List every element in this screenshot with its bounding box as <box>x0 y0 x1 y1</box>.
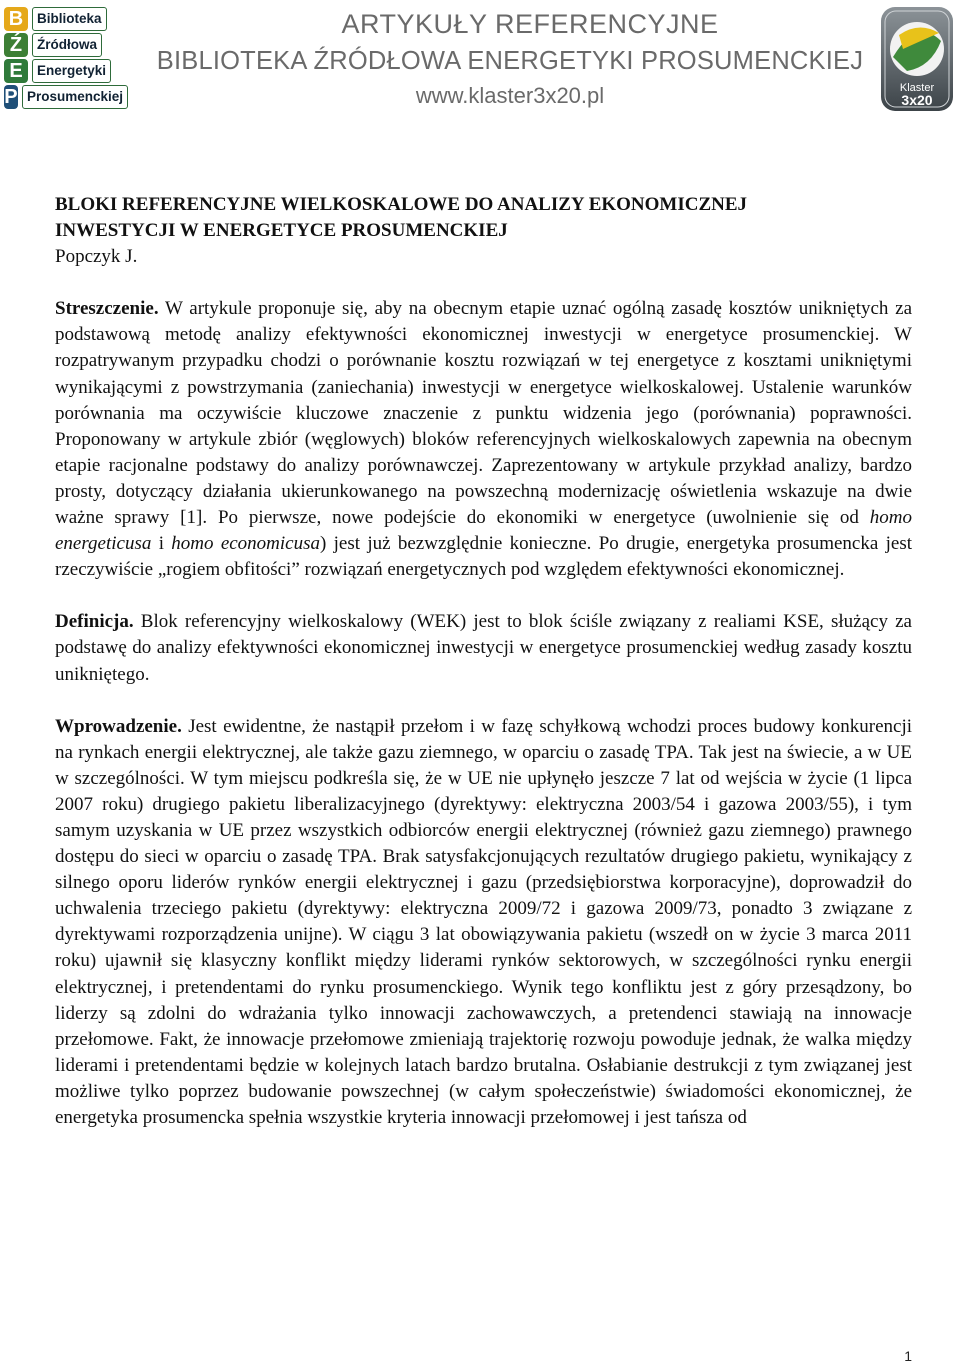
definition-heading: Definicja. <box>55 611 134 633</box>
abstract-text-2: i <box>151 533 172 555</box>
definition-text: Blok referencyjny wielkoskalowy (WEK) jest to blok ściśle związany z realiami KSE, służący za podstawę do analizy efektywności ekonomicznej inwestycji w energetyce prosumenckiej według zasady kosztu unikniętego. <box>55 611 912 685</box>
page-header <box>0 0 960 120</box>
klaster-logo-text: Klaster <box>899 82 935 94</box>
title-line-1: BLOKI REFERENCYJNE WIELKOSKALOWE DO ANALIZY EKONOMICZNEJ <box>55 194 748 215</box>
introduction-text: Jest ewidentne, że nastąpił przełom i w fazę schyłkową wchodzi proces budowy konkurencji na rynkach energii elektrycznej, ale także gazu ziemnego, w oparciu o zasadę TPA. Tak jest na świecie, a w UE w szczególności. W tym miejscu podkreśla się, że w UE nie upłynęło jeszcze 7 lat od wejścia w życie (1 lipca 2007 roku) drugiego pakietu liberalizacyjnego (dyrektywy: elektryczna 2003/54 i gazowa 2003/55), i tym samym uzyskania w UE przez wszystkich odbiorców energii elektrycznej (również gazu ziemnego) prawnego dostępu do sieci w oparciu o zasadę TPA. Brak satysfakcjonujących rezultatów drugiego pakietu, wynikający z silnego oporu liderów rynków energii elektrycznej i gazu (przedsiębiorstwa korporacyjne), doprowadził do uchwalenia trzeciego pakietu (dyrektywy: elektryczna 2009/72 i gazowa 2009/73, ponadto 3 związane z dyrektywami rozporządzenia unijne). W ciągu 3 lat obowiązywania pakietu (wszedł on w życie 3 marca 2011 roku) ujawnił się klasyczny konflikt między liderami rynków sektorowych, w szczególności rynku energii elektrycznej, i pretendentami do rynku prosumenckiego. Wynik tego konfliktu jest z góry przesądzony, bo liderzy są zdolni do wdrażania tylko innowacji zachowawczych, a pretendenci stawiają na innowacje przełomowe. Fakt, że innowacje przełomowe zmieniają trajektorię rozwoju powoduje jednak, że walka między liderami i pretendentami będzie w kolejnych latach bardzo brutalna. Osłabianie destrukcji z tym związanej jest możliwe tylko poprzez budowanie powszechnej (w całym społeczeństwie) świadomości ekonomicznej, że energetyka prosumencka spełnia wszystkie kryteria innowacji przełomowej i jest tańsza od <box>55 715 912 1128</box>
article-author: Popczyk J. <box>55 246 138 268</box>
logo-letter-p: P <box>4 85 18 108</box>
logo-letter-b: B <box>4 7 28 31</box>
klaster-logo <box>879 5 955 113</box>
introduction-paragraph <box>55 714 912 1132</box>
abstract-paragraph <box>55 296 912 583</box>
logo-letter-z: Ź <box>4 33 28 57</box>
klaster-logo-number: 3x20 <box>901 92 933 108</box>
logo-word-energetyki: Energetyki <box>32 59 111 83</box>
header-titles <box>150 6 870 112</box>
bzep-logo <box>4 6 128 110</box>
abstract-heading: Streszczenie. <box>55 298 159 320</box>
logo-word-biblioteka: Biblioteka <box>32 7 107 31</box>
article-body <box>55 192 912 1131</box>
logo-row-e <box>4 58 128 83</box>
abstract-text-3: ) jest już bezwzględnie konieczne. Po drugie, energetyka prosumencka jest rzeczywiście „rogiem obfitości” rozwiązań energetycznych pod względem efektywności ekonomicznej. <box>55 533 912 581</box>
abstract-italic-1: homo energeticusa <box>55 507 912 555</box>
introduction-heading: Wprowadzenie. <box>55 715 182 737</box>
definition-paragraph <box>55 609 912 687</box>
header-series-title: ARTYKUŁY REFERENCYJNE <box>341 9 719 39</box>
abstract-text-1: W artykule proponuje się, aby na obecnym etapie uznać ogólną zasadę kosztów unikniętych za podstawową metodę analizy efektywności ekonomicznej inwestycji w energetyce prosumenckiej. W rozpatrywanym przypadku chodzi o porównanie kosztu rozwiązań w tej energetyce z kosztami unikniętymi wynikającymi z powstrzymania (zaniechania) inwestycji w energetyce wielkoskalowej. Ustalenie warunków porównania ma oczywiście kluczowe znaczenie z punktu widzenia jego (porównania) poprawności. Proponowany w artykule zbiór (węglowych) bloków referencyjnych wielkoskalowych zapewnia na obecnym etapie racjonalne podstawy do analizy porównawczej. Zaprezentowany w artykule przykład analizy, bardzo prosty, dotyczący działania ukierunkowanego na powszechną modernizację oświetlenia wskazuje na dwie ważne sprawy [1]. Po pierwsze, nowe podejście do ekonomiki w energetyce (uwolnienie się od <box>55 298 912 529</box>
title-line-2: INWESTYCJI W ENERGETYCE PROSUMENCKIEJ <box>55 220 508 242</box>
klaster-badge-icon <box>879 5 955 113</box>
header-library-title: BIBLIOTEKA ŹRÓDŁOWA ENERGETYKI PROSUMENCKIEJ <box>156 47 864 75</box>
logo-word-prosumenckiej: Prosumenckiej <box>22 85 128 109</box>
logo-word-zrodlowa: Źródłowa <box>32 33 102 57</box>
logo-row-z <box>4 32 128 57</box>
abstract-italic-2: homo economicusa <box>171 533 321 555</box>
header-website-link[interactable]: www.klaster3x20.pl <box>415 83 605 108</box>
page-number: 1 <box>904 1348 912 1364</box>
logo-row-p <box>4 84 128 109</box>
logo-letter-e: E <box>4 59 28 83</box>
logo-row-b <box>4 6 128 31</box>
article-title <box>55 192 912 244</box>
